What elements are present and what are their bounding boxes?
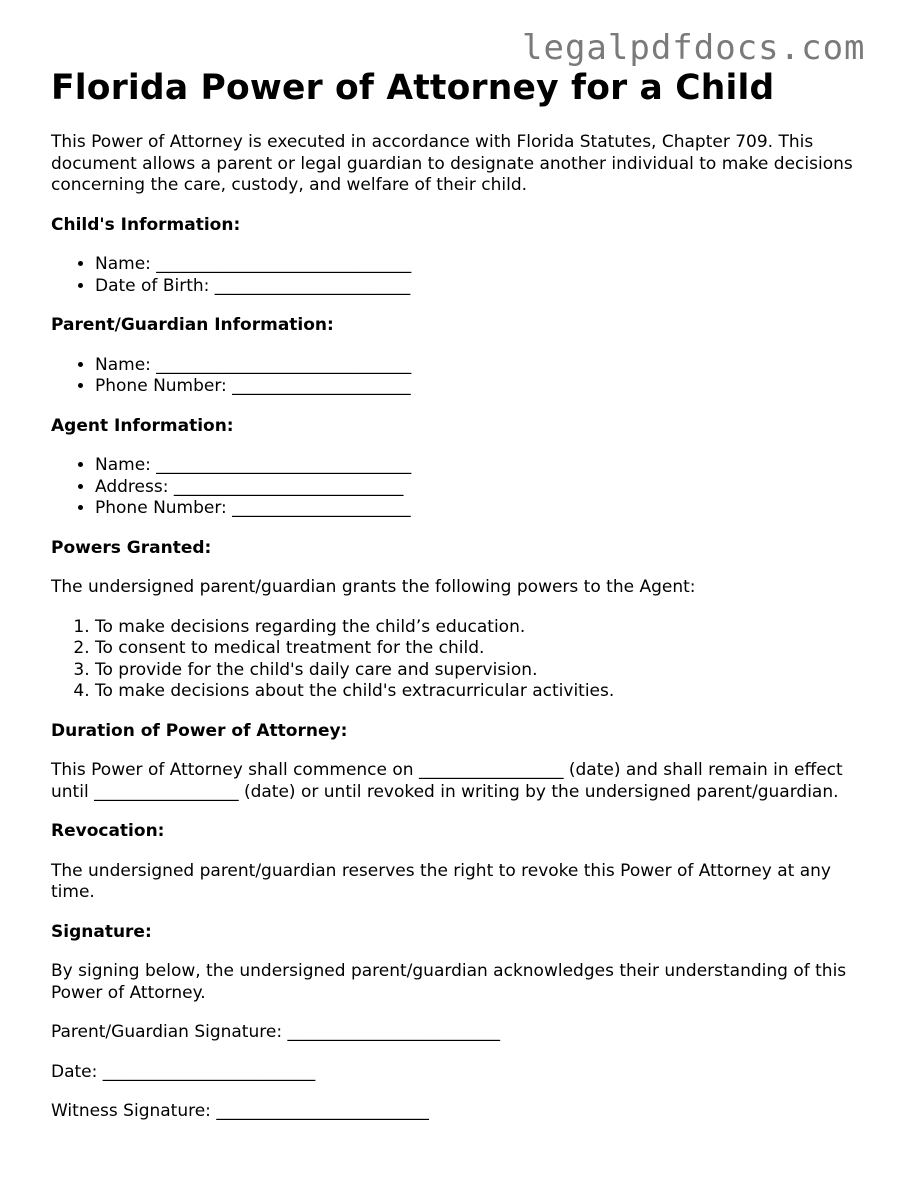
duration-heading: Duration of Power of Attorney:	[51, 720, 348, 741]
child-info-heading: Child's Information:	[51, 214, 241, 235]
powers-list	[51, 617, 871, 703]
agent-info-heading: Agent Information:	[51, 415, 234, 436]
power-item: 1. To make decisions regarding the child’s education.	[95, 617, 871, 639]
agent-address-field: • Address: ___________________________	[95, 477, 871, 499]
agent-info-list	[51, 455, 871, 520]
parent-name-field: • Name: ______________________________	[95, 355, 871, 377]
power-item: 2. To consent to medical treatment for the child.	[95, 638, 871, 660]
child-name-field: • Name: ______________________________	[95, 254, 871, 276]
duration-text: This Power of Attorney shall commence on _________________ (date) and shall remain in effect until _________________ (date) or until revoked in writing by the undersigned parent/guardian.	[51, 760, 843, 802]
revocation-text: The undersigned parent/guardian reserves the right to revoke this Power of Attorney at any time.	[51, 860, 831, 902]
parent-info-list	[51, 355, 871, 398]
parent-phone-field: • Phone Number: _____________________	[95, 376, 871, 398]
powers-heading: Powers Granted:	[51, 537, 212, 558]
intro-paragraph: This Power of Attorney is executed in accordance with Florida Statutes, Chapter 709. This document allows a parent or legal guardian to designate another individual to make decisions concerning the care, custody, and welfare of their child.	[51, 132, 853, 195]
witness-signature-line: Witness Signature: _________________________	[51, 1101, 429, 1121]
parent-signature-line: Parent/Guardian Signature: _________________________	[51, 1022, 500, 1042]
revocation-heading: Revocation:	[51, 821, 165, 841]
document-title: Florida Power of Attorney for a Child	[51, 68, 775, 108]
document-page	[51, 66, 871, 1123]
signature-text: By signing below, the undersigned parent/guardian acknowledges their understanding of this Power of Attorney.	[51, 961, 847, 1003]
agent-name-field: • Name: ______________________________	[95, 455, 871, 477]
date-line: Date: _________________________	[51, 1061, 316, 1082]
powers-intro: The undersigned parent/guardian grants the following powers to the Agent:	[51, 577, 696, 597]
power-item: 4. To make decisions about the child's extracurricular activities.	[95, 681, 871, 703]
agent-phone-field: • Phone Number: _____________________	[95, 498, 871, 520]
child-dob-field: • Date of Birth: _______________________	[95, 276, 871, 298]
parent-info-heading: Parent/Guardian Information:	[51, 315, 334, 335]
power-item: 3. To provide for the child's daily care and supervision.	[95, 660, 871, 682]
watermark: legalpdfdocs.com	[522, 28, 866, 68]
child-info-list	[51, 254, 871, 297]
signature-heading: Signature:	[51, 921, 152, 942]
